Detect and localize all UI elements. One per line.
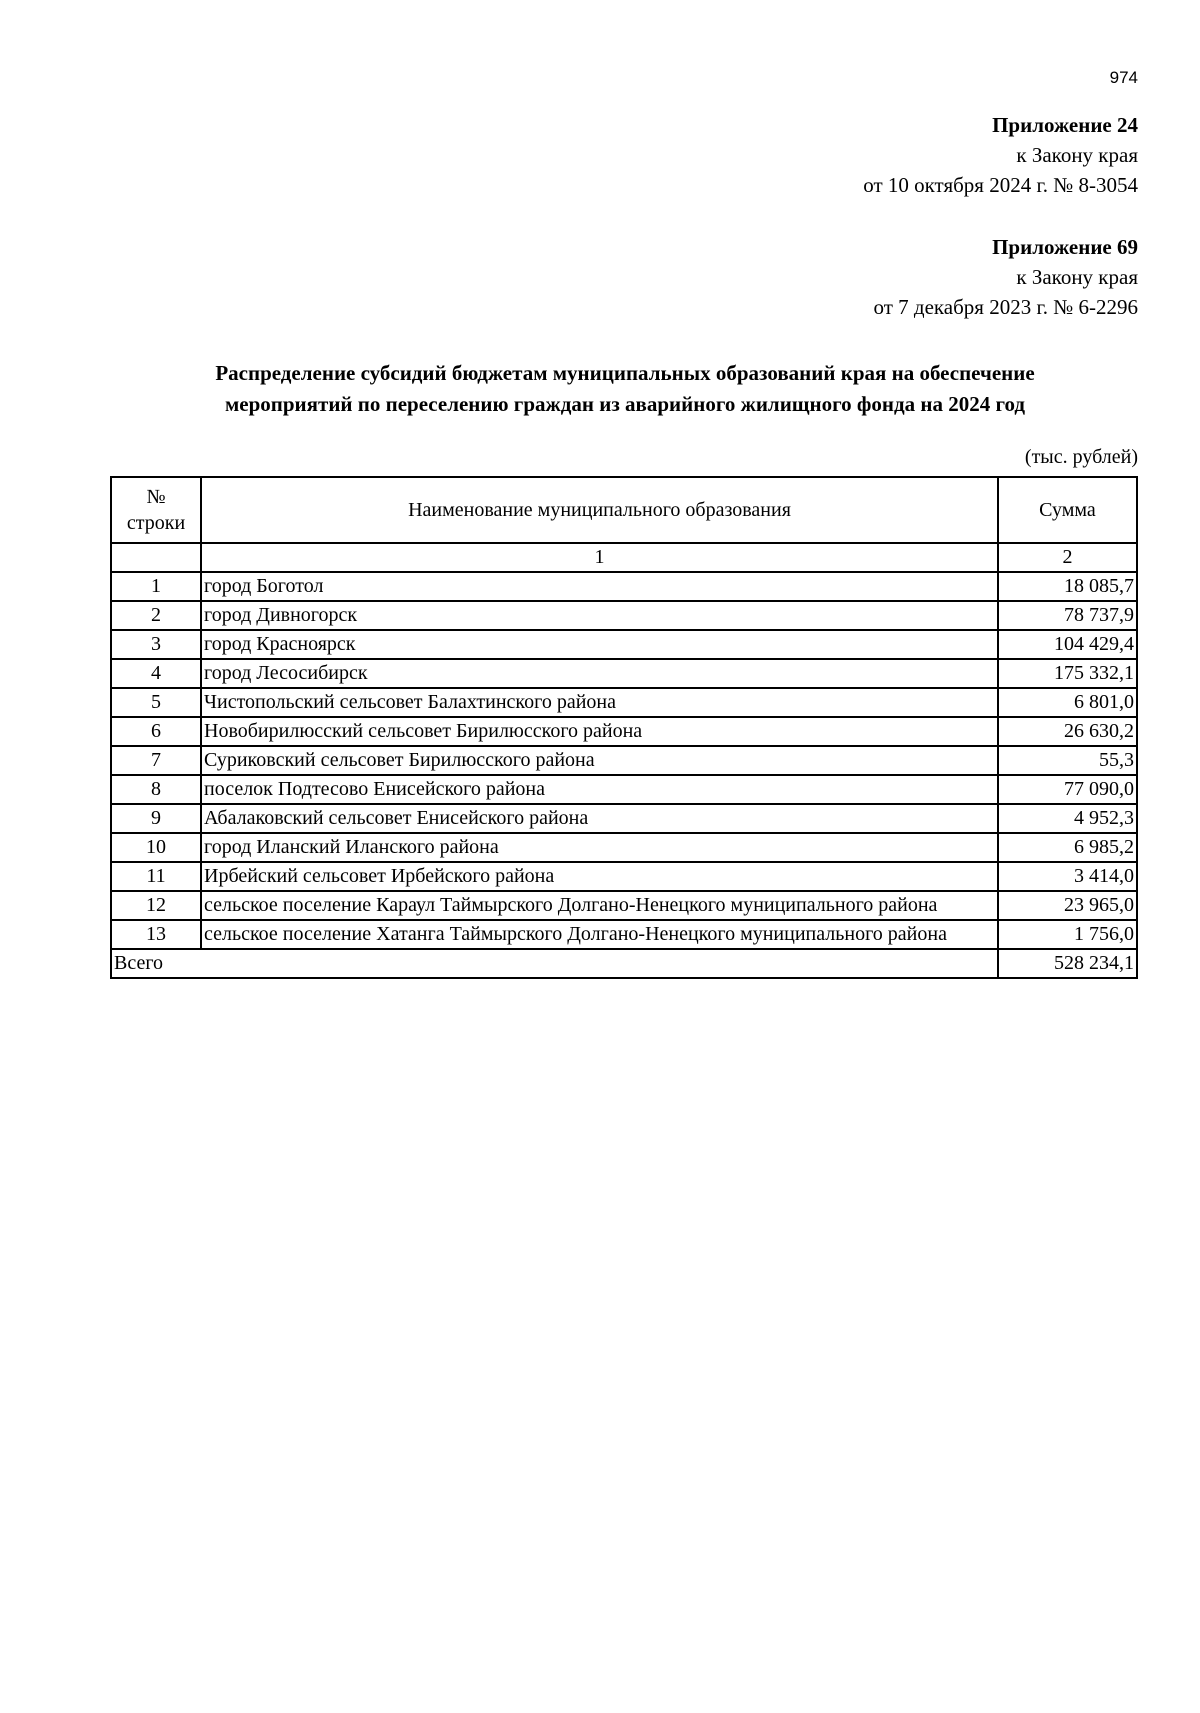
table-row [111, 775, 1137, 804]
row-number: 2 [111, 601, 201, 630]
row-sum: 18 085,7 [998, 572, 1137, 601]
table-row [111, 920, 1137, 949]
row-name: поселок Подтесово Енисейского района [201, 775, 998, 804]
appendix-previous [874, 232, 1138, 322]
appendix-current [863, 110, 1138, 200]
appendix-previous-line1: к Закону края [1016, 265, 1138, 289]
column-number-1: 1 [201, 543, 998, 572]
document-title [100, 358, 1150, 420]
row-sum: 55,3 [998, 746, 1137, 775]
column-number-row [111, 543, 1137, 572]
row-name: сельское поселение Караул Таймырского Долгано-Ненецкого муниципального района [201, 891, 998, 920]
row-sum: 104 429,4 [998, 630, 1137, 659]
row-name: город Дивногорск [201, 601, 998, 630]
document-title-line1: Распределение субсидий бюджетам муниципальных образований края на обеспечение [215, 361, 1035, 385]
row-sum: 26 630,2 [998, 717, 1137, 746]
subsidy-table [110, 476, 1138, 979]
table-header-row [111, 477, 1137, 543]
row-name: Абалаковский сельсовет Енисейского района [201, 804, 998, 833]
table-row [111, 688, 1137, 717]
table-row [111, 833, 1137, 862]
row-sum: 6 801,0 [998, 688, 1137, 717]
row-sum: 78 737,9 [998, 601, 1137, 630]
document-title-line2: мероприятий по переселению граждан из аварийного жилищного фонда на 2024 год [224, 392, 1026, 416]
row-number: 12 [111, 891, 201, 920]
header-sum: Сумма [998, 477, 1137, 543]
row-name: Суриковский сельсовет Бирилюсского района [201, 746, 998, 775]
header-row-number-line1: № [146, 486, 166, 508]
row-number: 8 [111, 775, 201, 804]
table-row [111, 601, 1137, 630]
row-sum: 77 090,0 [998, 775, 1137, 804]
header-row-number [111, 477, 201, 543]
column-number-2: 2 [998, 543, 1137, 572]
total-row [111, 949, 1137, 978]
row-number: 6 [111, 717, 201, 746]
row-number: 7 [111, 746, 201, 775]
row-number: 13 [111, 920, 201, 949]
table-row [111, 862, 1137, 891]
table-row [111, 746, 1137, 775]
total-label: Всего [111, 949, 998, 978]
row-sum: 175 332,1 [998, 659, 1137, 688]
row-name: сельское поселение Хатанга Таймырского Долгано-Ненецкого муниципального района [201, 920, 998, 949]
row-name: город Боготол [201, 572, 998, 601]
table-body [111, 572, 1137, 949]
subsidy-table-container [110, 476, 1138, 979]
page-number: 974 [1109, 68, 1138, 87]
row-sum: 23 965,0 [998, 891, 1137, 920]
row-name: город Красноярск [201, 630, 998, 659]
appendix-previous-title: Приложение 69 [992, 235, 1138, 259]
row-name: Чистопольский сельсовет Балахтинского района [201, 688, 998, 717]
row-name: Новобирилюсский сельсовет Бирилюсского района [201, 717, 998, 746]
units-label: (тыс. рублей) [1024, 446, 1138, 468]
table-row [111, 804, 1137, 833]
row-number: 9 [111, 804, 201, 833]
row-number: 5 [111, 688, 201, 717]
row-sum: 4 952,3 [998, 804, 1137, 833]
table-row [111, 659, 1137, 688]
table-row [111, 572, 1137, 601]
column-number-0 [111, 543, 201, 572]
row-name: город Лесосибирск [201, 659, 998, 688]
row-sum: 3 414,0 [998, 862, 1137, 891]
total-sum: 528 234,1 [998, 949, 1137, 978]
table-row [111, 717, 1137, 746]
appendix-previous-line2: от 7 декабря 2023 г. № 6-2296 [873, 295, 1138, 319]
header-row-number-line2: строки [126, 512, 186, 534]
appendix-current-line1: к Закону края [1016, 143, 1138, 167]
row-number: 3 [111, 630, 201, 659]
row-number: 11 [111, 862, 201, 891]
row-name: Ирбейский сельсовет Ирбейского района [201, 862, 998, 891]
table-row [111, 891, 1137, 920]
table-row [111, 630, 1137, 659]
appendix-current-title: Приложение 24 [992, 113, 1138, 137]
row-number: 4 [111, 659, 201, 688]
row-number: 1 [111, 572, 201, 601]
row-name: город Иланский Иланского района [201, 833, 998, 862]
row-number: 10 [111, 833, 201, 862]
row-sum: 6 985,2 [998, 833, 1137, 862]
row-sum: 1 756,0 [998, 920, 1137, 949]
header-name: Наименование муниципального образования [201, 477, 998, 543]
appendix-current-line2: от 10 октября 2024 г. № 8-3054 [863, 173, 1138, 197]
